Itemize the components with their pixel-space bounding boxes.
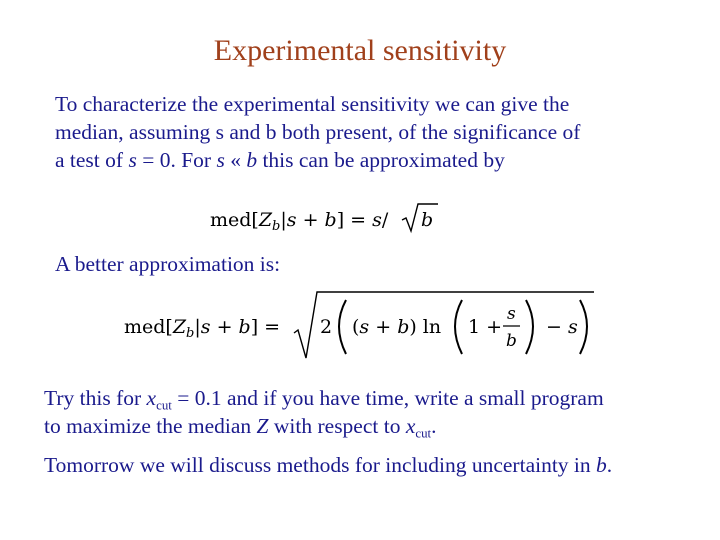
slide-title: Experimental sensitivity — [213, 34, 507, 67]
intro-line-3: a test of s = 0. For s « b this can be approximated by — [55, 148, 505, 172]
svg-text:s: s — [507, 304, 516, 324]
svg-text:b: b — [506, 331, 517, 351]
svg-text:1 +: 1 + — [468, 316, 503, 338]
equation-better-approximation — [122, 288, 600, 362]
exercise-line-1: Try this for $x_{cut} = 0.1$ and if you have time, write a small program — [44, 386, 604, 413]
intro-line-2: median, assuming s and b both present, of the significance of — [55, 120, 581, 144]
svg-text:− s: − s — [546, 316, 578, 338]
better-approximation-label: A better approximation is: — [55, 252, 281, 276]
svg-text:med[Zb|s + b] = s/: $med[Z_b|s + b] = s/$ — [210, 209, 389, 234]
equation-simple-approximation — [206, 198, 446, 242]
svg-text:med[Zb|s + b] =: $med[Z_b|s + b]$ = — [124, 316, 281, 341]
svg-text:b: b — [421, 209, 434, 231]
svg-text:(s + b) ln: (s + b) ln — [352, 316, 442, 338]
intro-paragraph — [55, 90, 695, 174]
svg-text:2: 2 — [320, 316, 333, 338]
intro-line-1: To characterize the experimental sensitivity we can give the — [55, 92, 570, 116]
exercise-paragraph — [44, 384, 704, 440]
exercise-line-2: to maximize the median Z with respect to $x_{cut}$. — [44, 414, 437, 441]
tomorrow-note: Tomorrow we will discuss methods for including uncertainty in b. — [44, 453, 613, 477]
